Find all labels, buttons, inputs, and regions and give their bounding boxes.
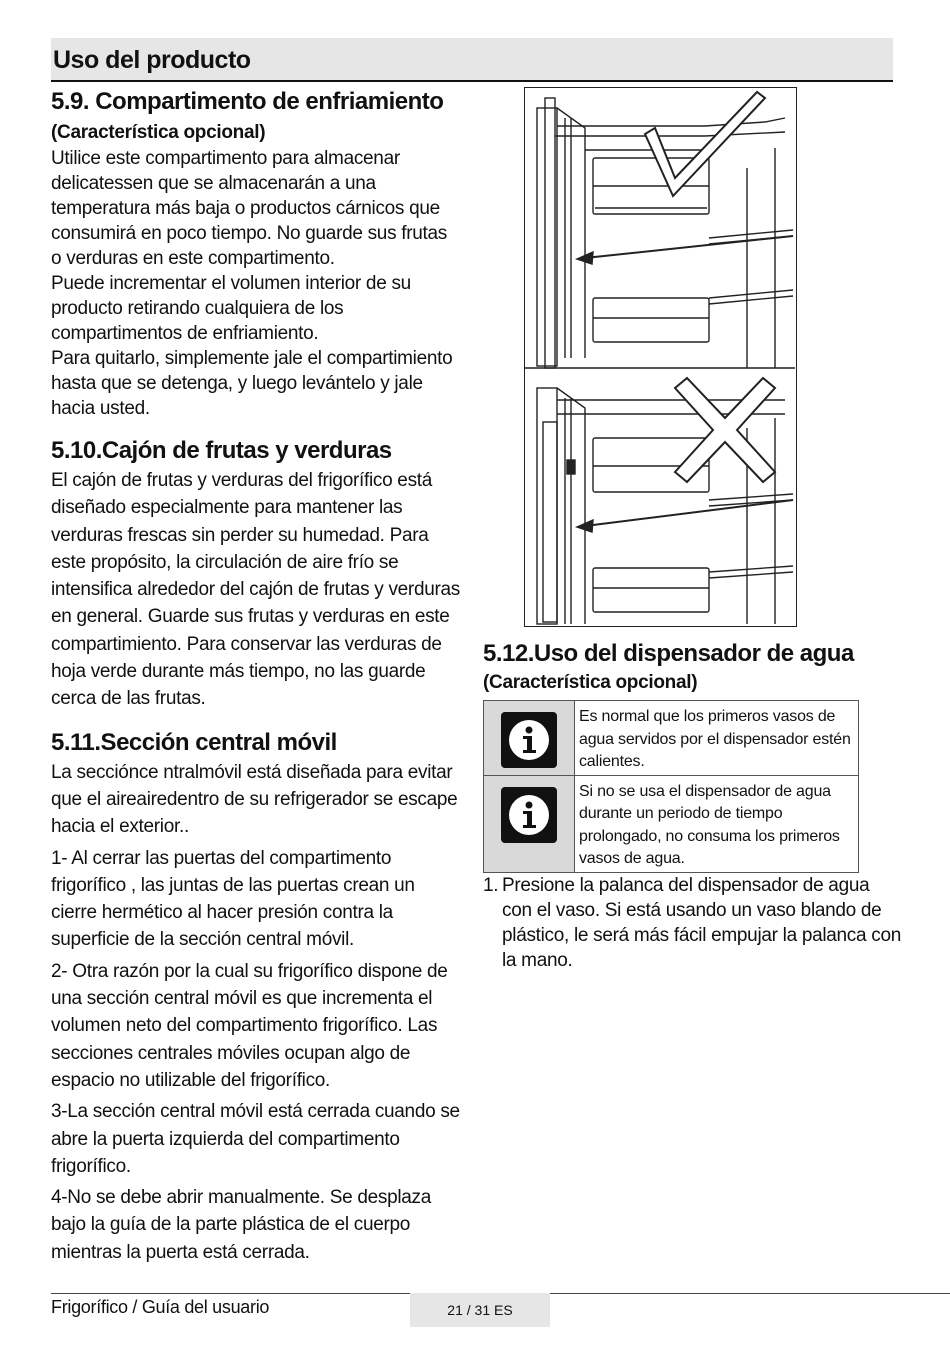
- page-number: 21 / 31 ES: [410, 1293, 550, 1327]
- correct-placement-panel: [525, 92, 795, 368]
- para-5-11-5: 4-No se debe abrir manualmente. Se desplaza bajo la guía de la parte plástica de el cuerpo mientras la puerta está cerrada.: [51, 1187, 431, 1263]
- heading-5-12: 5.12.Uso del dispensador de agua: [483, 640, 854, 667]
- header-title: Uso del producto: [53, 46, 251, 74]
- para-5-9-1: Utilice este compartimento para almacenar delicatessen que se almacenarán a una temperatura más baja o productos cárnicos que consumirá en poco tiempo. No guarde sus frutas o verduras en este compartimento.: [51, 148, 447, 269]
- heading-5-9: 5.9. Compartimento de enfriamiento: [51, 88, 444, 115]
- heading-5-10: 5.10.Cajón de frutas y verduras: [51, 437, 392, 464]
- para-5-11-2: 1- Al cerrar las puertas del compartimento frigorífico , las juntas de las puertas crean un cierre hermético al hacer presión contra la superficie de la sección central móvil.: [51, 847, 415, 951]
- para-5-9-2: Puede incrementar el volumen interior de su producto retirando cualquiera de los compartimentos de enfriamiento.: [51, 273, 411, 344]
- info-note-text-2: Si no se usa el dispensador de agua durante un periodo de tiempo prolongado, no consuma los primeros vasos de agua.: [575, 775, 859, 872]
- para-5-9-3: Para quitarlo, simplemente jale el compartimiento hasta que se detenga, y luego levántelo y jale hacia usted.: [51, 348, 453, 419]
- incorrect-placement-panel: [537, 378, 793, 624]
- left-column: [51, 86, 461, 1266]
- step-number: 1.: [483, 874, 499, 896]
- info-note-row: [484, 775, 859, 872]
- info-icon: [501, 787, 557, 843]
- cross-mark-icon: [675, 378, 775, 482]
- subtitle-5-12: (Característica opcional): [483, 672, 698, 693]
- info-note-row: [484, 701, 859, 776]
- para-5-10: El cajón de frutas y verduras del frigorífico está diseñado especialmente para mantener las verduras frescas sin perder su humedad. Para este propósito, la circulación de aire frío se intensifica alrededor del cajón de frutas y verduras en general. Guarde sus frutas y verduras en este compartimiento. Para conservar las verduras de hoja verde durante más tiempo, no las guarde cerca de las frutas.: [51, 470, 460, 710]
- para-5-11-3: 2- Otra razón por la cual su frigorífico dispone de una sección central móvil es que incrementa el volumen neto del compartimento frigorífico. Las secciones centrales móviles ocupan algo de espacio no utilizable del frigorífico.: [51, 960, 448, 1091]
- info-notes-table: [483, 700, 859, 873]
- footer-title: Frigorífico / Guía del usuario: [51, 1297, 270, 1317]
- para-5-11-1: La secciónce ntralmóvil está diseñada para evitar que el aireairedentro de su refrigerador se escape hacia el exterior..: [51, 761, 458, 838]
- right-column: [483, 634, 903, 973]
- step-text: Presione la palanca del dispensador de agua con el vaso. Si está usando un vaso blando de plástico, le será más fácil empujar la palanca con la mano.: [502, 874, 901, 971]
- fridge-shelves-drawing: [525, 88, 795, 625]
- info-note-text-1: Es normal que los primeros vasos de agua servidos por el dispensador estén calientes.: [575, 701, 859, 776]
- heading-5-11: 5.11.Sección central móvil: [51, 728, 337, 756]
- subtitle-5-9: (Característica opcional): [51, 122, 266, 143]
- para-5-11-4: 3-La sección central móvil está cerrada cuando se abre la puerta izquierda del compartimento frigorífico.: [51, 1101, 460, 1177]
- step-1: [483, 873, 903, 973]
- info-icon: [501, 712, 557, 768]
- page-header: [51, 38, 893, 82]
- cooling-compartment-illustration: [524, 87, 797, 627]
